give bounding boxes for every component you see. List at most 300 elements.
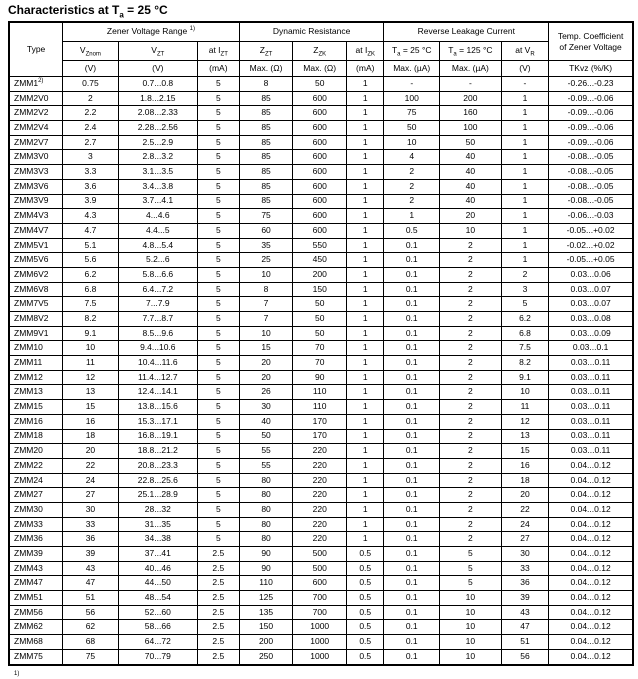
cell-tkvz: 0.04...0.12 <box>549 502 633 517</box>
cell-vzt: 20.8...23.3 <box>118 458 197 473</box>
cell-zzt: 250 <box>239 649 293 664</box>
cell-vznom: 16 <box>63 414 119 429</box>
table-row <box>9 473 633 488</box>
cell-tkvz: 0.04...0.12 <box>549 517 633 532</box>
cell-at-vr: 33 <box>501 561 548 576</box>
cell-at-izt: 5 <box>197 253 239 268</box>
cell-vznom: 2.4 <box>63 121 119 136</box>
group-header-dynamic-resistance: Dynamic Resistance <box>239 22 384 42</box>
unit-at-vr: (V) <box>501 61 548 77</box>
table-row <box>9 576 633 591</box>
cell-ir-25c: 2 <box>384 194 440 209</box>
cell-zzk: 600 <box>293 576 347 591</box>
cell-at-izt: 2.5 <box>197 649 239 664</box>
cell-at-vr: 1 <box>501 91 548 106</box>
cell-zzt: 85 <box>239 135 293 150</box>
group-header-temp-coefficient: Temp. Coefficient of Zener Voltage <box>549 22 633 61</box>
cell-at-izk: 0.5 <box>347 591 384 606</box>
cell-type: ZMM4V7 <box>9 223 63 238</box>
cell-zzk: 500 <box>293 547 347 562</box>
cell-at-vr: 1 <box>501 165 548 180</box>
cell-at-izt: 5 <box>197 414 239 429</box>
cell-at-izk: 1 <box>347 238 384 253</box>
cell-vznom: 4.3 <box>63 209 119 224</box>
cell-vznom: 33 <box>63 517 119 532</box>
cell-zzt: 10 <box>239 326 293 341</box>
cell-at-vr: 1 <box>501 194 548 209</box>
table-row <box>9 444 633 459</box>
unit-zzk: Max. (Ω) <box>293 61 347 77</box>
table-row <box>9 135 633 150</box>
cell-zzt: 60 <box>239 223 293 238</box>
cell-at-izk: 0.5 <box>347 576 384 591</box>
cell-type: ZMM2V2 <box>9 106 63 121</box>
cell-at-vr: 5 <box>501 297 548 312</box>
cell-vznom: 43 <box>63 561 119 576</box>
table-row <box>9 150 633 165</box>
cell-ir-25c: 2 <box>384 165 440 180</box>
cell-tkvz: 0.03...0.08 <box>549 312 633 327</box>
cell-at-vr: 47 <box>501 620 548 635</box>
cell-type: ZMM4V3 <box>9 209 63 224</box>
table-row <box>9 91 633 106</box>
col-header-vznom: $V_{Znom}$ <box>63 42 119 61</box>
cell-ir-125c: 2 <box>440 414 502 429</box>
cell-zzk: 220 <box>293 532 347 547</box>
cell-zzt: 85 <box>239 91 293 106</box>
cell-zzt: 35 <box>239 238 293 253</box>
cell-vzt: 4.4...5 <box>118 223 197 238</box>
cell-type: ZMM2V4 <box>9 121 63 136</box>
cell-zzk: 90 <box>293 370 347 385</box>
cell-at-vr: 1 <box>501 209 548 224</box>
cell-at-izt: 5 <box>197 473 239 488</box>
cell-at-izk: 1 <box>347 150 384 165</box>
cell-ir-25c: 0.5 <box>384 223 440 238</box>
cell-type: ZMM18 <box>9 429 63 444</box>
cell-type: ZMM13 <box>9 385 63 400</box>
cell-zzk: 220 <box>293 502 347 517</box>
cell-at-izk: 1 <box>347 282 384 297</box>
table-row <box>9 620 633 635</box>
cell-at-izk: 0.5 <box>347 561 384 576</box>
cell-ir-125c: 2 <box>440 356 502 371</box>
cell-at-vr: 56 <box>501 649 548 664</box>
cell-vznom: 11 <box>63 356 119 371</box>
cell-tkvz: 0.03...0.07 <box>549 297 633 312</box>
cell-vzt: 40...46 <box>118 561 197 576</box>
cell-tkvz: 0.03...0.11 <box>549 385 633 400</box>
cell-at-izk: 1 <box>347 458 384 473</box>
table-row <box>9 194 633 209</box>
cell-at-izk: 1 <box>347 223 384 238</box>
cell-ir-25c: 0.1 <box>384 547 440 562</box>
cell-vzt: 44...50 <box>118 576 197 591</box>
cell-vzt: 7.7...8.7 <box>118 312 197 327</box>
cell-tkvz: 0.03...0.07 <box>549 282 633 297</box>
cell-ir-25c: 0.1 <box>384 414 440 429</box>
col-header-at-izt: at $I_{ZT}$ <box>197 42 239 61</box>
cell-zzk: 170 <box>293 414 347 429</box>
cell-zzt: 80 <box>239 517 293 532</box>
cell-ir-125c: 2 <box>440 473 502 488</box>
cell-at-izt: 5 <box>197 458 239 473</box>
cell-zzt: 75 <box>239 209 293 224</box>
cell-tkvz: -0.05...+0.05 <box>549 253 633 268</box>
cell-vznom: 2.2 <box>63 106 119 121</box>
cell-vzt: 5.2...6 <box>118 253 197 268</box>
cell-at-izt: 2.5 <box>197 576 239 591</box>
cell-at-izt: 5 <box>197 267 239 282</box>
table-row <box>9 121 633 136</box>
cell-at-vr: 43 <box>501 605 548 620</box>
cell-zzk: 500 <box>293 561 347 576</box>
cell-zzk: 600 <box>293 91 347 106</box>
cell-vznom: 5.1 <box>63 238 119 253</box>
cell-vzt: 9.4...10.6 <box>118 341 197 356</box>
cell-at-vr: 18 <box>501 473 548 488</box>
cell-zzt: 125 <box>239 591 293 606</box>
cell-zzt: 50 <box>239 429 293 444</box>
cell-zzt: 8 <box>239 77 293 92</box>
cell-tkvz: 0.03...0.11 <box>549 444 633 459</box>
cell-zzt: 20 <box>239 370 293 385</box>
cell-at-izt: 5 <box>197 532 239 547</box>
cell-zzk: 450 <box>293 253 347 268</box>
cell-zzt: 15 <box>239 341 293 356</box>
cell-ir-25c: 0.1 <box>384 502 440 517</box>
cell-ir-125c: 10 <box>440 591 502 606</box>
cell-tkvz: 0.03...0.06 <box>549 267 633 282</box>
cell-vzt: 31...35 <box>118 517 197 532</box>
cell-ir-25c: 0.1 <box>384 444 440 459</box>
cell-vznom: 47 <box>63 576 119 591</box>
cell-vznom: 62 <box>63 620 119 635</box>
cell-zzk: 600 <box>293 179 347 194</box>
cell-zzk: 220 <box>293 444 347 459</box>
cell-zzk: 600 <box>293 121 347 136</box>
cell-ir-125c: 2 <box>440 385 502 400</box>
cell-type: ZMM3V3 <box>9 165 63 180</box>
cell-tkvz: -0.26...-0.23 <box>549 77 633 92</box>
cell-at-izt: 5 <box>197 356 239 371</box>
cell-vznom: 3 <box>63 150 119 165</box>
group-header-reverse-leakage-current: Reverse Leakage Current <box>384 22 549 42</box>
cell-zzt: 90 <box>239 561 293 576</box>
cell-at-izk: 1 <box>347 106 384 121</box>
cell-zzt: 55 <box>239 444 293 459</box>
cell-ir-25c: 0.1 <box>384 253 440 268</box>
footnote-marker: 1) <box>14 671 20 677</box>
cell-zzk: 220 <box>293 473 347 488</box>
cell-zzk: 600 <box>293 106 347 121</box>
cell-vznom: 6.2 <box>63 267 119 282</box>
table-row <box>9 547 633 562</box>
table-row <box>9 312 633 327</box>
cell-at-vr: 13 <box>501 429 548 444</box>
cell-vzt: 2.5...2.9 <box>118 135 197 150</box>
cell-zzk: 600 <box>293 165 347 180</box>
cell-at-vr: 20 <box>501 488 548 503</box>
cell-type: ZMM12 <box>9 370 63 385</box>
cell-type: ZMM30 <box>9 502 63 517</box>
cell-at-vr: 1 <box>501 238 548 253</box>
table-row <box>9 561 633 576</box>
cell-tkvz: 0.04...0.12 <box>549 591 633 606</box>
cell-ir-125c: 2 <box>440 282 502 297</box>
cell-at-izt: 5 <box>197 194 239 209</box>
cell-vznom: 18 <box>63 429 119 444</box>
cell-tkvz: -0.08...-0.05 <box>549 150 633 165</box>
cell-ir-125c: 10 <box>440 223 502 238</box>
cell-type: ZMM47 <box>9 576 63 591</box>
cell-type: ZMM75 <box>9 649 63 664</box>
cell-at-vr: 10 <box>501 385 548 400</box>
cell-ir-125c: 160 <box>440 106 502 121</box>
cell-zzt: 40 <box>239 414 293 429</box>
cell-zzk: 50 <box>293 77 347 92</box>
cell-ir-125c: 2 <box>440 267 502 282</box>
cell-at-vr: 39 <box>501 591 548 606</box>
table-header <box>9 22 633 77</box>
cell-ir-25c: 0.1 <box>384 635 440 650</box>
cell-vzt: 4...4.6 <box>118 209 197 224</box>
cell-vzt: 2.8...3.2 <box>118 150 197 165</box>
cell-zzk: 550 <box>293 238 347 253</box>
cell-zzk: 700 <box>293 591 347 606</box>
cell-at-izk: 1 <box>347 209 384 224</box>
cell-at-vr: 27 <box>501 532 548 547</box>
cell-ir-125c: 10 <box>440 635 502 650</box>
cell-ir-125c: 2 <box>440 341 502 356</box>
cell-vzt: 10.4...11.6 <box>118 356 197 371</box>
cell-ir-25c: 1 <box>384 209 440 224</box>
cell-zzt: 85 <box>239 121 293 136</box>
cell-zzk: 600 <box>293 223 347 238</box>
cell-at-izt: 2.5 <box>197 620 239 635</box>
cell-vzt: 3.7...4.1 <box>118 194 197 209</box>
unit-ir-25c: Max. (µA) <box>384 61 440 77</box>
cell-at-vr: 12 <box>501 414 548 429</box>
cell-zzk: 1000 <box>293 649 347 664</box>
cell-zzt: 85 <box>239 106 293 121</box>
cell-ir-125c: 2 <box>440 532 502 547</box>
table-row <box>9 326 633 341</box>
cell-at-izk: 1 <box>347 77 384 92</box>
cell-ir-125c: 40 <box>440 179 502 194</box>
cell-tkvz: 0.03...0.11 <box>549 414 633 429</box>
table-row <box>9 635 633 650</box>
cell-at-vr: 1 <box>501 106 548 121</box>
cell-ir-125c: 40 <box>440 165 502 180</box>
cell-ir-25c: 2 <box>384 179 440 194</box>
header-group-row <box>9 22 633 42</box>
cell-at-vr: 24 <box>501 517 548 532</box>
cell-type: ZMM56 <box>9 605 63 620</box>
cell-at-izt: 5 <box>197 223 239 238</box>
cell-at-izt: 2.5 <box>197 591 239 606</box>
cell-vznom: 3.6 <box>63 179 119 194</box>
cell-vzt: 2.28...2.56 <box>118 121 197 136</box>
cell-at-vr: 1 <box>501 253 548 268</box>
cell-ir-125c: 10 <box>440 620 502 635</box>
cell-zzk: 220 <box>293 488 347 503</box>
cell-vzt: 37...41 <box>118 547 197 562</box>
cell-at-izt: 5 <box>197 135 239 150</box>
cell-at-izt: 5 <box>197 370 239 385</box>
cell-vzt: 1.8...2.15 <box>118 91 197 106</box>
group-header-zener-voltage-range: Zener Voltage Range $^{1)}$ <box>63 22 240 42</box>
cell-zzk: 220 <box>293 517 347 532</box>
table-row <box>9 209 633 224</box>
col-header-zzt: $Z_{ZT}$ <box>239 42 293 61</box>
cell-type: ZMM20 <box>9 444 63 459</box>
cell-tkvz: 0.04...0.12 <box>549 458 633 473</box>
unit-vznom: (V) <box>63 61 119 77</box>
cell-type: ZMM33 <box>9 517 63 532</box>
cell-ir-25c: 0.1 <box>384 356 440 371</box>
cell-at-izt: 5 <box>197 209 239 224</box>
cell-type: ZMM39 <box>9 547 63 562</box>
cell-type: ZMM51 <box>9 591 63 606</box>
cell-ir-25c: 0.1 <box>384 297 440 312</box>
cell-vznom: 3.9 <box>63 194 119 209</box>
cell-at-izk: 1 <box>347 473 384 488</box>
cell-vznom: 10 <box>63 341 119 356</box>
cell-tkvz: -0.05...+0.02 <box>549 223 633 238</box>
table-row <box>9 502 633 517</box>
cell-ir-25c: 0.1 <box>384 267 440 282</box>
cell-ir-25c: 0.1 <box>384 458 440 473</box>
cell-ir-125c: 40 <box>440 150 502 165</box>
cell-type: ZMM11 <box>9 356 63 371</box>
cell-zzk: 1000 <box>293 620 347 635</box>
cell-type: ZMM3V9 <box>9 194 63 209</box>
cell-type: ZMM2V0 <box>9 91 63 106</box>
cell-ir-125c: 2 <box>440 370 502 385</box>
unit-at-izt: (mA) <box>197 61 239 77</box>
cell-ir-25c: 0.1 <box>384 326 440 341</box>
cell-at-izk: 1 <box>347 179 384 194</box>
cell-zzt: 110 <box>239 576 293 591</box>
table-row <box>9 297 633 312</box>
table-row <box>9 106 633 121</box>
cell-type: ZMM27 <box>9 488 63 503</box>
table-body <box>9 77 633 665</box>
cell-at-vr: 1 <box>501 121 548 136</box>
cell-ir-125c: 2 <box>440 326 502 341</box>
cell-vznom: 20 <box>63 444 119 459</box>
cell-zzt: 26 <box>239 385 293 400</box>
table-row <box>9 458 633 473</box>
cell-zzk: 50 <box>293 326 347 341</box>
unit-tkvz: TKvz (%/K) <box>549 61 633 77</box>
table-row <box>9 488 633 503</box>
cell-at-izt: 5 <box>197 106 239 121</box>
cell-tkvz: -0.09...-0.06 <box>549 135 633 150</box>
cell-at-vr: 15 <box>501 444 548 459</box>
cell-type: ZMM2V7 <box>9 135 63 150</box>
cell-ir-25c: 0.1 <box>384 649 440 664</box>
cell-ir-25c: 0.1 <box>384 561 440 576</box>
cell-at-izk: 0.5 <box>347 635 384 650</box>
cell-vznom: 6.8 <box>63 282 119 297</box>
cell-ir-25c: 0.1 <box>384 385 440 400</box>
cell-zzt: 85 <box>239 179 293 194</box>
cell-ir-125c: - <box>440 77 502 92</box>
cell-vznom: 30 <box>63 502 119 517</box>
cell-at-izt: 5 <box>197 282 239 297</box>
cell-type: ZMM22 <box>9 458 63 473</box>
col-header-type: Type <box>9 22 63 77</box>
cell-ir-125c: 50 <box>440 135 502 150</box>
cell-vzt: 0.7...0.8 <box>118 77 197 92</box>
cell-zzk: 70 <box>293 341 347 356</box>
cell-vznom: 51 <box>63 591 119 606</box>
cell-at-vr: 1 <box>501 179 548 194</box>
cell-vznom: 68 <box>63 635 119 650</box>
cell-vznom: 39 <box>63 547 119 562</box>
cell-vzt: 12.4...14.1 <box>118 385 197 400</box>
cell-ir-125c: 2 <box>440 429 502 444</box>
cell-zzt: 30 <box>239 400 293 415</box>
cell-type: ZMM5V6 <box>9 253 63 268</box>
cell-tkvz: 0.04...0.12 <box>549 649 633 664</box>
cell-tkvz: 0.03...0.11 <box>549 429 633 444</box>
cell-at-izt: 2.5 <box>197 561 239 576</box>
cell-vzt: 70...79 <box>118 649 197 664</box>
cell-zzk: 50 <box>293 312 347 327</box>
unit-vzt: (V) <box>118 61 197 77</box>
cell-ir-25c: 0.1 <box>384 532 440 547</box>
table-row <box>9 253 633 268</box>
cell-vznom: 2 <box>63 91 119 106</box>
cell-vznom: 9.1 <box>63 326 119 341</box>
cell-tkvz: 0.03...0.11 <box>549 400 633 415</box>
cell-vznom: 15 <box>63 400 119 415</box>
cell-vznom: 13 <box>63 385 119 400</box>
cell-zzt: 85 <box>239 165 293 180</box>
characteristics-table <box>8 21 634 666</box>
cell-zzt: 80 <box>239 532 293 547</box>
cell-type: ZMM9V1 <box>9 326 63 341</box>
cell-vzt: 5.8...6.6 <box>118 267 197 282</box>
cell-type: ZMM3V0 <box>9 150 63 165</box>
cell-ir-25c: - <box>384 77 440 92</box>
cell-vzt: 22.8...25.6 <box>118 473 197 488</box>
cell-vznom: 3.3 <box>63 165 119 180</box>
cell-ir-125c: 2 <box>440 502 502 517</box>
cell-at-vr: 11 <box>501 400 548 415</box>
cell-zzk: 70 <box>293 356 347 371</box>
cell-zzk: 110 <box>293 400 347 415</box>
cell-ir-125c: 2 <box>440 238 502 253</box>
cell-ir-25c: 0.1 <box>384 429 440 444</box>
cell-tkvz: 0.04...0.12 <box>549 635 633 650</box>
cell-ir-25c: 0.1 <box>384 576 440 591</box>
header-units-row <box>9 61 633 77</box>
cell-vznom: 75 <box>63 649 119 664</box>
cell-type: ZMM6V8 <box>9 282 63 297</box>
cell-at-vr: 22 <box>501 502 548 517</box>
cell-tkvz: 0.04...0.12 <box>549 547 633 562</box>
cell-tkvz: 0.04...0.12 <box>549 605 633 620</box>
cell-vznom: 24 <box>63 473 119 488</box>
cell-at-izk: 1 <box>347 297 384 312</box>
cell-tkvz: -0.08...-0.05 <box>549 165 633 180</box>
cell-at-vr: 1 <box>501 150 548 165</box>
cell-at-vr: 1 <box>501 223 548 238</box>
